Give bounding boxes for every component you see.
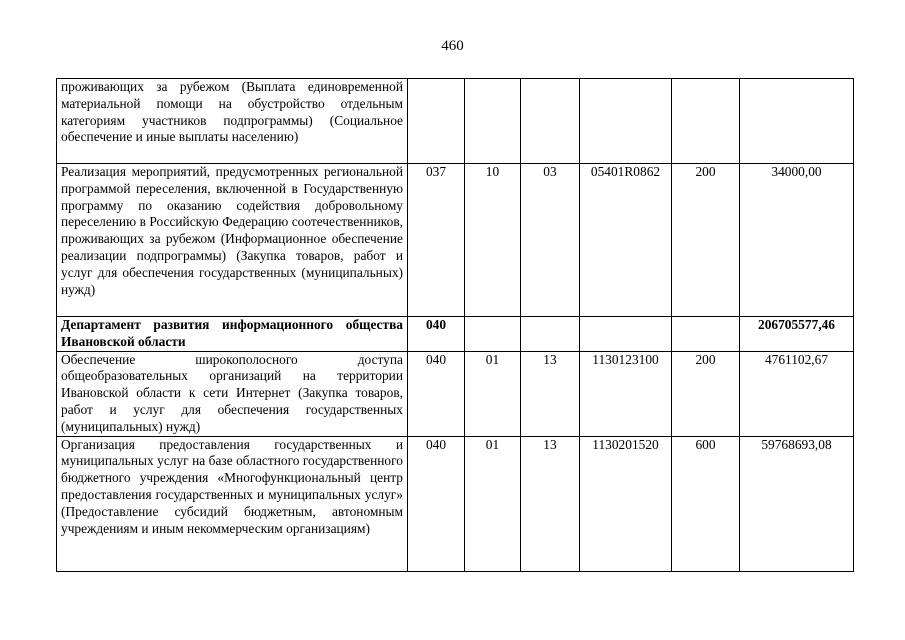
ministry-code-cell: 037 bbox=[408, 164, 465, 317]
expense-type-cell: 200 bbox=[672, 164, 740, 317]
sum-cell: 206705577,46 bbox=[740, 317, 854, 352]
sum-cell: 34000,00 bbox=[740, 164, 854, 317]
expense-type-cell: 200 bbox=[672, 351, 740, 436]
section-code-cell: 01 bbox=[465, 351, 521, 436]
row-name-cell: Организация предоставления государственных и муниципальных услуг на базе областного государственного бюджетного учреждения «Многофункциональный центр предоставления государственных и муниципальных услуг» (Предоставление субсидий бюджетным, автономным учреждениям и иным некоммерческим организациям) bbox=[57, 436, 408, 571]
ministry-code-cell: 040 bbox=[408, 351, 465, 436]
expense-type-cell bbox=[672, 317, 740, 352]
subsection-code-cell bbox=[521, 317, 580, 352]
target-article-cell bbox=[580, 79, 672, 164]
row-name-cell: Реализация мероприятий, предусмотренных региональной программой переселения, включенной в Государственную программу по оказанию содействия добровольному переселению в Российскую Федерацию соотечественников, проживающих за рубежом (Информационное обеспечение реализации подпрограммы) (Закупка товаров, работ и услуг для обеспечения государственных (муниципальных) нужд) bbox=[57, 164, 408, 317]
table-row bbox=[57, 79, 854, 164]
subsection-code-cell: 13 bbox=[521, 436, 580, 571]
sum-cell: 59768693,08 bbox=[740, 436, 854, 571]
page-number: 460 bbox=[441, 38, 464, 54]
target-article-cell: 1130123100 bbox=[580, 351, 672, 436]
subsection-code-cell: 03 bbox=[521, 164, 580, 317]
expense-type-cell bbox=[672, 79, 740, 164]
subsection-code-cell bbox=[521, 79, 580, 164]
section-code-cell bbox=[465, 79, 521, 164]
row-name-cell: Обеспечение широкополосного доступа общеобразовательных организаций на территории Ивановской области к сети Интернет (Закупка товаров, работ и услуг для обеспечения государственных (муниципальных) нужд) bbox=[57, 351, 408, 436]
subsection-code-cell: 13 bbox=[521, 351, 580, 436]
sum-cell: 4761102,67 bbox=[740, 351, 854, 436]
table-row bbox=[57, 436, 854, 571]
section-code-cell bbox=[465, 317, 521, 352]
expense-type-cell: 600 bbox=[672, 436, 740, 571]
target-article-cell: 05401R0862 bbox=[580, 164, 672, 317]
ministry-code-cell: 040 bbox=[408, 317, 465, 352]
table-row bbox=[57, 351, 854, 436]
ministry-code-cell: 040 bbox=[408, 436, 465, 571]
ministry-code-cell bbox=[408, 79, 465, 164]
section-code-cell: 01 bbox=[465, 436, 521, 571]
target-article-cell bbox=[580, 317, 672, 352]
sum-cell bbox=[740, 79, 854, 164]
row-name-cell: Департамент развития информационного общества Ивановской области bbox=[57, 317, 408, 352]
budget-table bbox=[56, 78, 854, 572]
target-article-cell: 1130201520 bbox=[580, 436, 672, 571]
section-code-cell: 10 bbox=[465, 164, 521, 317]
row-name-cell: проживающих за рубежом (Выплата единовременной материальной помощи на обустройство отдельным категориям участников подпрограммы) (Социальное обеспечение и иные выплаты населению) bbox=[57, 79, 408, 164]
table-row bbox=[57, 164, 854, 317]
table-row bbox=[57, 317, 854, 352]
